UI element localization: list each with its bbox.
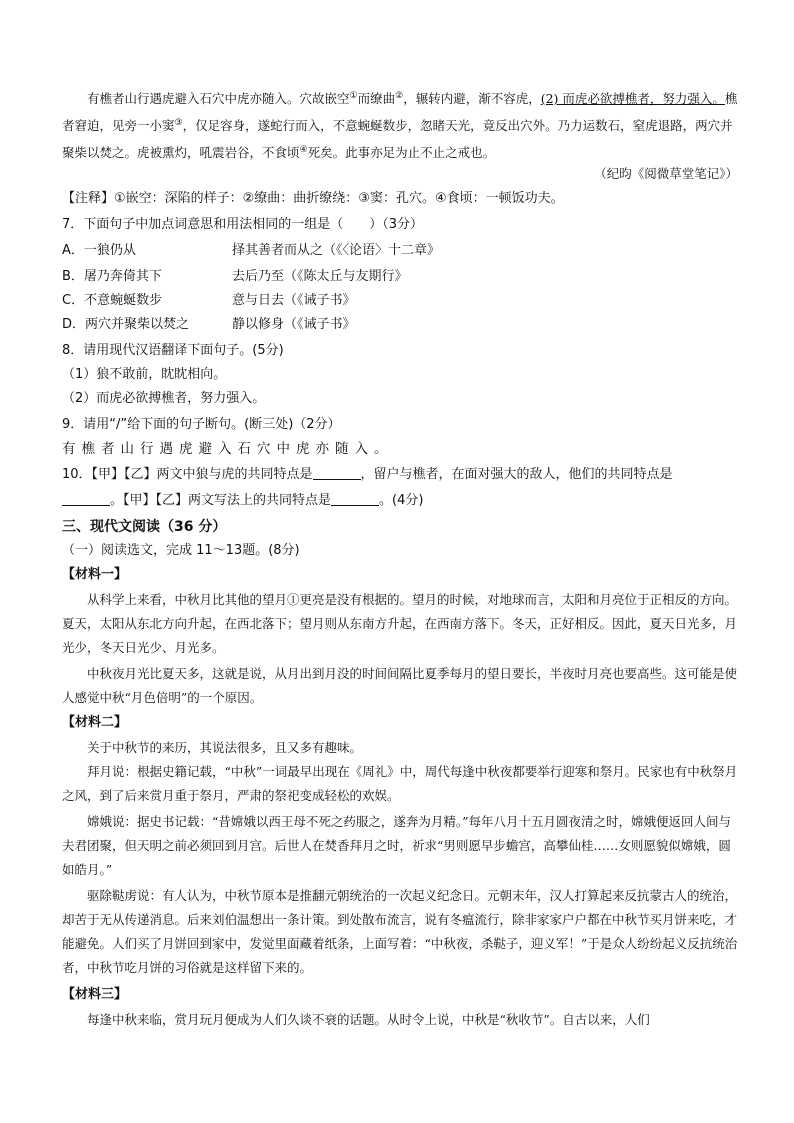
passage-text: ，仅足容身，遂蛇行而入，不意蜿蜒数步，忽睹天光，竟反出穴外。乃力 [182, 118, 583, 134]
footnote-mark: ③ [174, 118, 183, 129]
passage-source: （纪昀《阅微草堂笔记》） [594, 166, 738, 181]
question-8-sentence-2: （2）而虎必欲搏樵者，努力强入。 [62, 391, 266, 406]
q10-text: 10．【甲】【乙】两文中狼与虎的共同特点是 [62, 467, 313, 482]
answer-blank[interactable] [331, 491, 379, 506]
material-1-paragraph: 中秋夜月光比夏天多，这就是说，从月出到月没的时间间隔比夏季每月的望日要长，半夜时月亮也要高些。这可能是使人感觉中秋“月色倍明”的一个原因。 [62, 666, 738, 705]
q7-option-b [62, 264, 738, 290]
option-right: 择其善者而从之（《〈论语〉十二章》 [232, 243, 441, 258]
question-10-line-2 [62, 488, 738, 514]
passage-text: 运数石，窒虎退路，两穴并聚柴以焚之。虎被熏灼，吼震岩谷，不食顷 [62, 118, 733, 161]
option-right: 意与日去（《诫子书》 [232, 293, 356, 308]
passage-text: ，辗转内避，渐不容虎， [403, 91, 541, 107]
option-left: A．一狼仍从 [62, 243, 136, 258]
question-8-sentence-1: （1）狼不敢前，眈眈相向。 [62, 367, 227, 382]
material-3-paragraph: 每逢中秋来临，赏月玩月便成为人们久谈不衰的话题。从时令上说，中秋是“秋收节”。自古以来，人们 [87, 1012, 650, 1027]
option-right: 静以修身（《诫子书》 [232, 317, 356, 332]
question-9-sentence: 有樵者山行遇虎避入石穴中虎亦随入。 [62, 441, 394, 457]
question-9-stem: 9．请用“/”给下面的句子断句。(断三处)（2分） [62, 417, 341, 432]
passage-text: 有樵者山行遇虎避入石穴中虎亦随入。穴故嵌空 [87, 91, 350, 107]
material-2-paragraph: 驱除鞑虏说：有人认为，中秋节原本是推翻元朝统治的一次起义纪念日。元朝末年，汉人打算起来反抗蒙古人的统治，却苦于无从传递消息。后来刘伯温想出一条计策。到处散布流言，说有冬瘟流行，除非家家户户都在中秋节买月饼来吃，才能避免。人们买了月饼回到家中，发觉里面藏着纸条，上面写着：“中秋夜，杀鞑子，迎义军！”于是众人纷纷起义反抗统治者，中秋节吃月饼的习俗就是这样留下来的。 [62, 888, 738, 975]
question-7-stem: 7．下面句子中加点词意思和用法相同的一组是（ ）（3分） [62, 217, 424, 232]
section-3-subtitle: （一）阅读选文，完成 11～13题。(8分) [62, 543, 300, 558]
q10-text: 。(4分) [379, 493, 424, 508]
question-10-line-1 [62, 462, 738, 488]
material-2-paragraph: 关于中秋节的来历，其说法很多，且又多有趣味。 [87, 740, 363, 755]
passage-b [62, 84, 738, 165]
option-left: C．不意蜿蜒数步 [62, 293, 163, 308]
material-2-paragraph: 拜月说：根据史籍记载，“中秋”一词最早出现在《周礼》中，周代每逢中秋夜都要举行迎寒和祭月。民家也有中秋祭月之风，到了后来赏月重于祭月，严肃的祭祀变成轻松的欢娱。 [62, 764, 738, 803]
underlined-sentence: 努力强入。 [662, 91, 725, 107]
material-2-label: 【材料二】 [62, 715, 128, 730]
footnote-mark: ① [349, 91, 358, 101]
notes: 【注释】①嵌空：深陷的样子：②缭曲：曲折缭绕：③窦：孔穴。④食顷：一顿饭功夫。 [62, 191, 564, 206]
answer-blank[interactable] [313, 465, 361, 480]
material-1-paragraph: 从科学上来看，中秋月比其他的望月①更亮是没有根据的。望月的时候，对地球而言，太阳和月亮位于正相反的方向。夏天，太阳从东北方向升起，在西北落下；望月则从东南方升起，在西南方落下。冬天，正好相反。因此，夏天日光多，月光少，冬天日光少、月光多。 [62, 592, 738, 655]
q10-text: 。【甲】【乙】两文写法上的共同特点是 [110, 493, 332, 508]
footnote-mark: ② [395, 91, 404, 101]
footnote-mark: ④ [299, 145, 308, 156]
material-2-paragraph: 嫦娥说：据史书记载：“昔嫦娥以西王母不死之药服之，遂奔为月精。”每年八月十五月圆夜清之时，嫦娥便返回人间与夫君团聚，但天明之前必须回到月宫。后世人在焚香拜月之时，祈求“男则愿早步蟾宫，高攀仙桂……女则愿貌似嫦娥，圆如皓月。” [62, 814, 732, 877]
option-left: D．两穴并聚柴以焚之 [62, 317, 190, 332]
material-1-label: 【材料一】 [62, 567, 128, 582]
section-3-title: 三、现代文阅读（36 分） [62, 519, 227, 535]
passage-text: 樵者窘迫，见旁一小窦 [62, 91, 738, 134]
q10-text: ，留户与樵者，在面对强大的敌人，他们的共同特点是 [360, 467, 673, 482]
question-8-stem: 8．请用现代汉语翻译下面句子。(5分) [62, 343, 284, 358]
underlined-sentence: (2) 而虎必欲搏樵者， [540, 91, 663, 107]
q7-option-c [62, 288, 738, 314]
answer-blank[interactable] [62, 491, 110, 506]
q7-option-d [62, 312, 738, 338]
q7-option-a [62, 238, 738, 264]
option-right: 去后乃至（《陈太丘与友期行》 [232, 269, 408, 284]
option-left: B．屠乃奔倚其下 [62, 269, 162, 284]
passage-text: 而缭曲 [357, 91, 396, 107]
passage-text: 死矣。此事亦足为止不止之戒也。 [307, 145, 496, 161]
material-3-label: 【材料三】 [62, 987, 128, 1002]
